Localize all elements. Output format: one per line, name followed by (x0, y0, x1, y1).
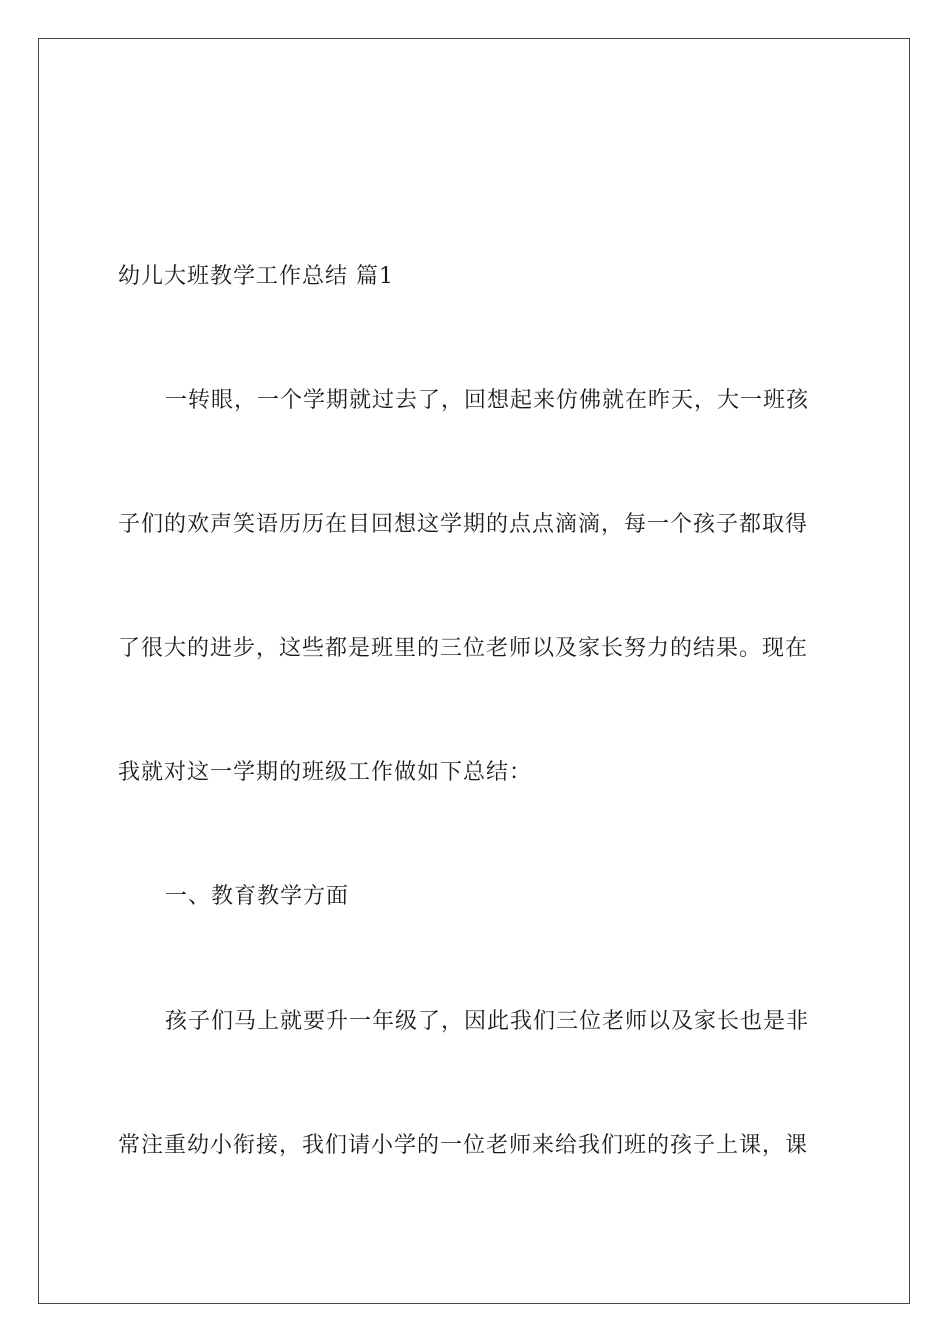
document-title: 幼儿大班教学工作总结 篇1 (118, 264, 394, 289)
paragraph-1-line-4: 我就对这一学期的班级工作做如下总结： (118, 760, 533, 785)
section-1-heading: 一、教育教学方面 (165, 884, 350, 909)
page-border (38, 38, 910, 1304)
paragraph-2-line-2: 常注重幼小衔接，我们请小学的一位老师来给我们班的孩子上课，课 (118, 1133, 809, 1158)
paragraph-2-line-1: 孩子们马上就要升一年级了，因此我们三位老师以及家长也是非 (165, 1009, 810, 1034)
paragraph-1-line-3: 了很大的进步，这些都是班里的三位老师以及家长努力的结果。现在 (118, 636, 809, 661)
paragraph-1-line-2: 子们的欢声笑语历历在目回想这学期的点点滴滴，每一个孩子都取得 (118, 512, 809, 537)
paragraph-1-line-1: 一转眼，一个学期就过去了，回想起来仿佛就在昨天，大一班孩 (165, 388, 810, 413)
